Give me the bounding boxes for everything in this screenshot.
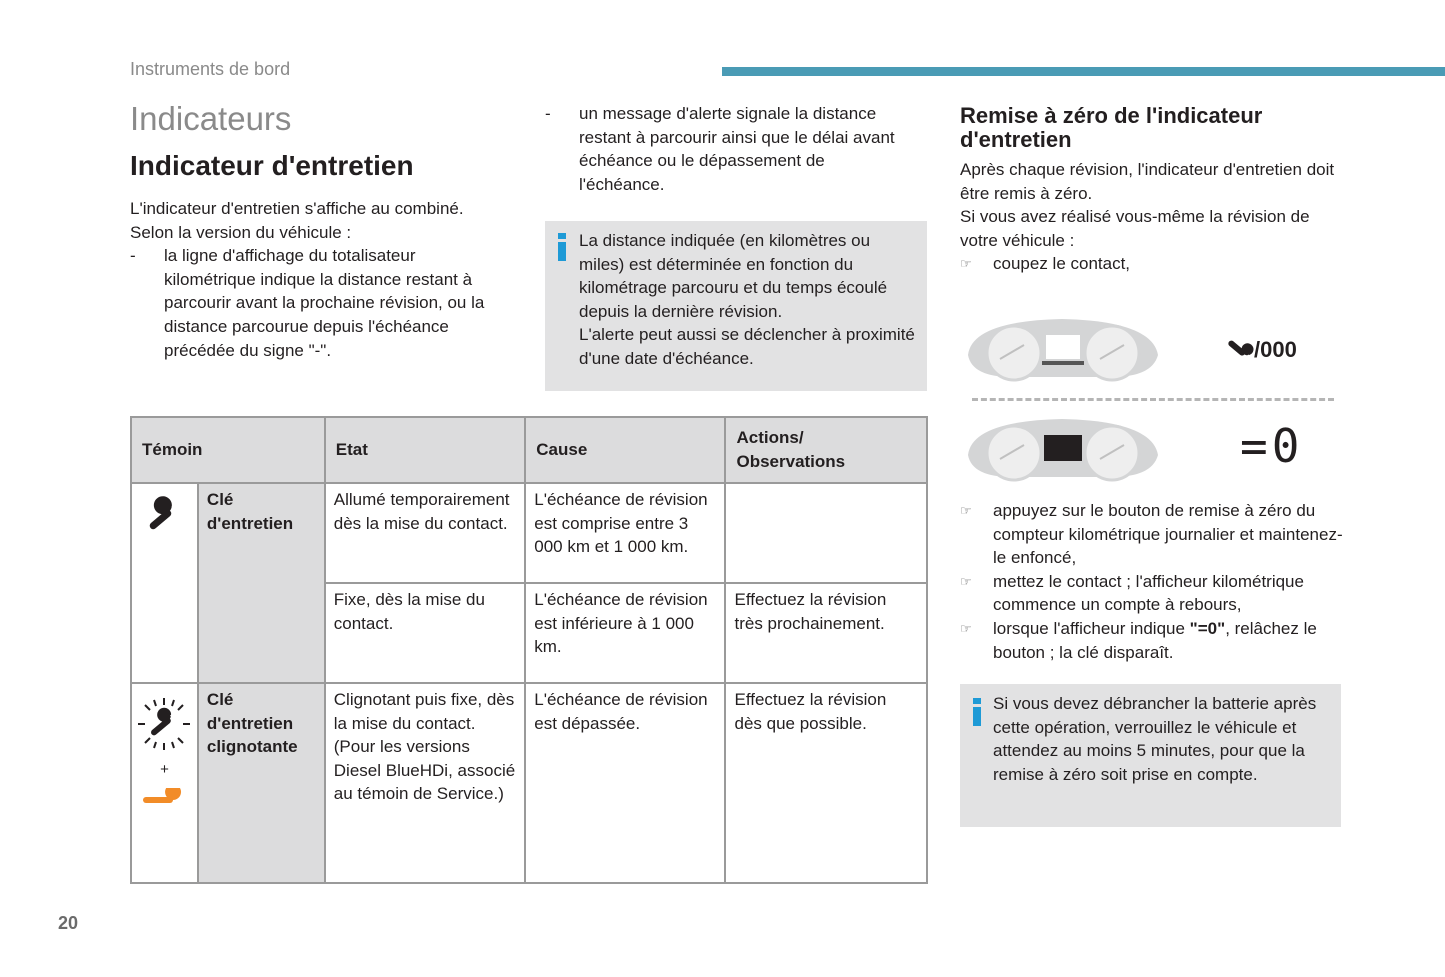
reset-paragraph-1: Après chaque révision, l'indicateur d'entretien doit être remis à zéro. <box>960 160 1335 203</box>
reset-step-4-value: "=0" <box>1189 618 1226 638</box>
info-box-battery <box>960 684 1341 827</box>
page-number: 20 <box>58 913 79 933</box>
header-cause: Cause <box>525 417 725 483</box>
indicator-name-line-1: Clé <box>206 490 234 509</box>
icon-cell <box>131 683 198 883</box>
instrument-cluster-icon <box>962 415 1162 485</box>
hand-pointer-icon: ☞ <box>960 503 972 518</box>
table-header-row <box>131 417 927 483</box>
intro-bullet-2-block <box>545 102 905 196</box>
reset-intro <box>960 158 1345 276</box>
page-title: Indicateurs <box>130 100 292 137</box>
header-actions-line-1: Actions/ <box>736 428 804 448</box>
reset-step-4-text-c: , relâchez le bouton ; la clé disparaît. <box>993 618 1317 662</box>
orange-service-wrench-icon <box>141 788 187 812</box>
cluster-illustration <box>962 315 1342 485</box>
display-value-1: /000 <box>1254 337 1297 362</box>
actions-cell <box>725 683 927 883</box>
actions-text: Effectuez la révision dès que possible. <box>734 690 887 733</box>
reset-paragraph-2: Si vous avez réalisé vous-même la révision de votre véhicule : <box>960 207 1310 250</box>
flashing-wrench-icon <box>136 696 192 752</box>
info-box-battery-text: Si vous devez débrancher la batterie après cette opération, verrouillez le véhicule et attendez au moins 5 minutes, pour que la remise à zéro soit prise en compte. <box>993 694 1317 784</box>
info-box-distance <box>545 221 927 391</box>
table-row <box>131 683 927 883</box>
intro-line-2: Selon la version du véhicule : <box>130 222 352 242</box>
actions-cell <box>725 583 927 683</box>
display-readout-1 <box>1224 337 1297 363</box>
actions-text: Effectuez la révision très prochainement. <box>734 590 887 633</box>
wrench-icon <box>142 496 186 536</box>
reset-step-1-text: coupez le contact, <box>993 254 1131 274</box>
intro-bullet-2 <box>545 102 905 196</box>
header-etat: Etat <box>325 417 525 483</box>
reset-step-2 <box>960 499 1345 570</box>
cause-text: L'échéance de révision est inférieure à 1 000 km. <box>534 590 708 657</box>
name-cell <box>198 483 325 683</box>
intro-bullet-1 <box>130 244 500 362</box>
header-temoin: Témoin <box>131 417 325 483</box>
reset-title: Remise à zéro de l'indicateur d'entretien <box>960 103 1263 152</box>
dash-marker: - <box>545 104 551 123</box>
actions-cell <box>725 483 927 583</box>
intro-line-1: L'indicateur d'entretien s'affiche au combiné. <box>130 199 464 218</box>
etat-cell <box>325 583 525 683</box>
intro-bullet-1-text: la ligne d'affichage du totalisateur kilométrique indique la distance restant à parcourir avant la prochaine révision, ou la distance parcourue depuis l'échéance précédée du signe "-". <box>164 246 485 360</box>
indicator-name-line-2: d'entretien <box>206 713 294 733</box>
indicator-name-line-3: clignotante <box>206 737 298 757</box>
indicator-table <box>130 416 928 884</box>
wrench-icon <box>1224 337 1254 363</box>
indicator-name-line-2: d'entretien <box>206 513 294 533</box>
intro-block <box>130 197 500 362</box>
cause-cell <box>525 583 725 683</box>
etat-text: Fixe, dès la mise du contact. <box>333 590 485 633</box>
cause-text: L'échéance de révision est comprise entre 3 000 km et 1 000 km. <box>534 490 708 557</box>
icon-cell <box>131 483 198 683</box>
etat-cell <box>325 683 525 883</box>
reset-step-3-text: mettez le contact ; l'afficheur kilométrique commence un compte à rebours, <box>993 571 1304 615</box>
reset-step-3 <box>960 570 1345 617</box>
info-box-line-1: La distance indiquée (en kilomètres ou miles) est déterminée en fonction du kilométrage parcouru et du temps écoulé depuis la dernière révision. <box>579 231 888 321</box>
table-row <box>131 483 927 583</box>
display-readout-2: =0 <box>1240 419 1304 473</box>
hand-pointer-icon: ☞ <box>960 256 972 272</box>
cause-cell <box>525 483 725 583</box>
actions-text <box>726 484 926 488</box>
section-title: Indicateur d'entretien <box>130 150 414 181</box>
indicator-name-line-1: Clé <box>206 690 234 709</box>
reset-steps <box>960 499 1345 664</box>
etat-text: Clignotant puis fixe, dès la mise du contact. (Pour les versions Diesel BlueHDi, associé au témoin de Service.) <box>333 690 516 804</box>
plus-sign: + <box>160 761 169 778</box>
cause-text: L'échéance de révision est dépassée. <box>534 690 708 733</box>
name-cell <box>198 683 325 883</box>
info-box-line-2: L'alerte peut aussi se déclencher à proximité d'une date d'échéance. <box>579 325 915 368</box>
info-icon <box>972 698 982 726</box>
running-header: Instruments de bord <box>130 59 291 79</box>
instrument-cluster-icon <box>962 315 1162 385</box>
hand-pointer-icon: ☞ <box>960 573 972 589</box>
etat-text: Allumé temporairement dès la mise du contact. <box>333 490 510 533</box>
reset-step-4-text-a: lorsque l'afficheur indique <box>993 618 1190 638</box>
hand-pointer-icon: ☞ <box>960 620 972 636</box>
header-actions-line-2: Observations <box>736 452 846 471</box>
etat-cell <box>325 483 525 583</box>
reset-step-4 <box>960 617 1345 664</box>
reset-step-1 <box>960 252 1345 276</box>
header-accent-bar <box>722 67 1445 76</box>
dash-marker: - <box>130 246 136 266</box>
cause-cell <box>525 683 725 883</box>
header-actions <box>725 417 927 483</box>
intro-bullet-2-text: un message d'alerte signale la distance restant à parcourir ainsi que le délai avant échéance ou le dépassement de l'échéance. <box>579 104 895 194</box>
dashed-separator <box>972 398 1334 401</box>
info-icon <box>557 233 567 261</box>
reset-step-2-text: appuyez sur le bouton de remise à zéro du compteur kilométrique journalier et maintenez-le enfoncé, <box>993 501 1343 568</box>
